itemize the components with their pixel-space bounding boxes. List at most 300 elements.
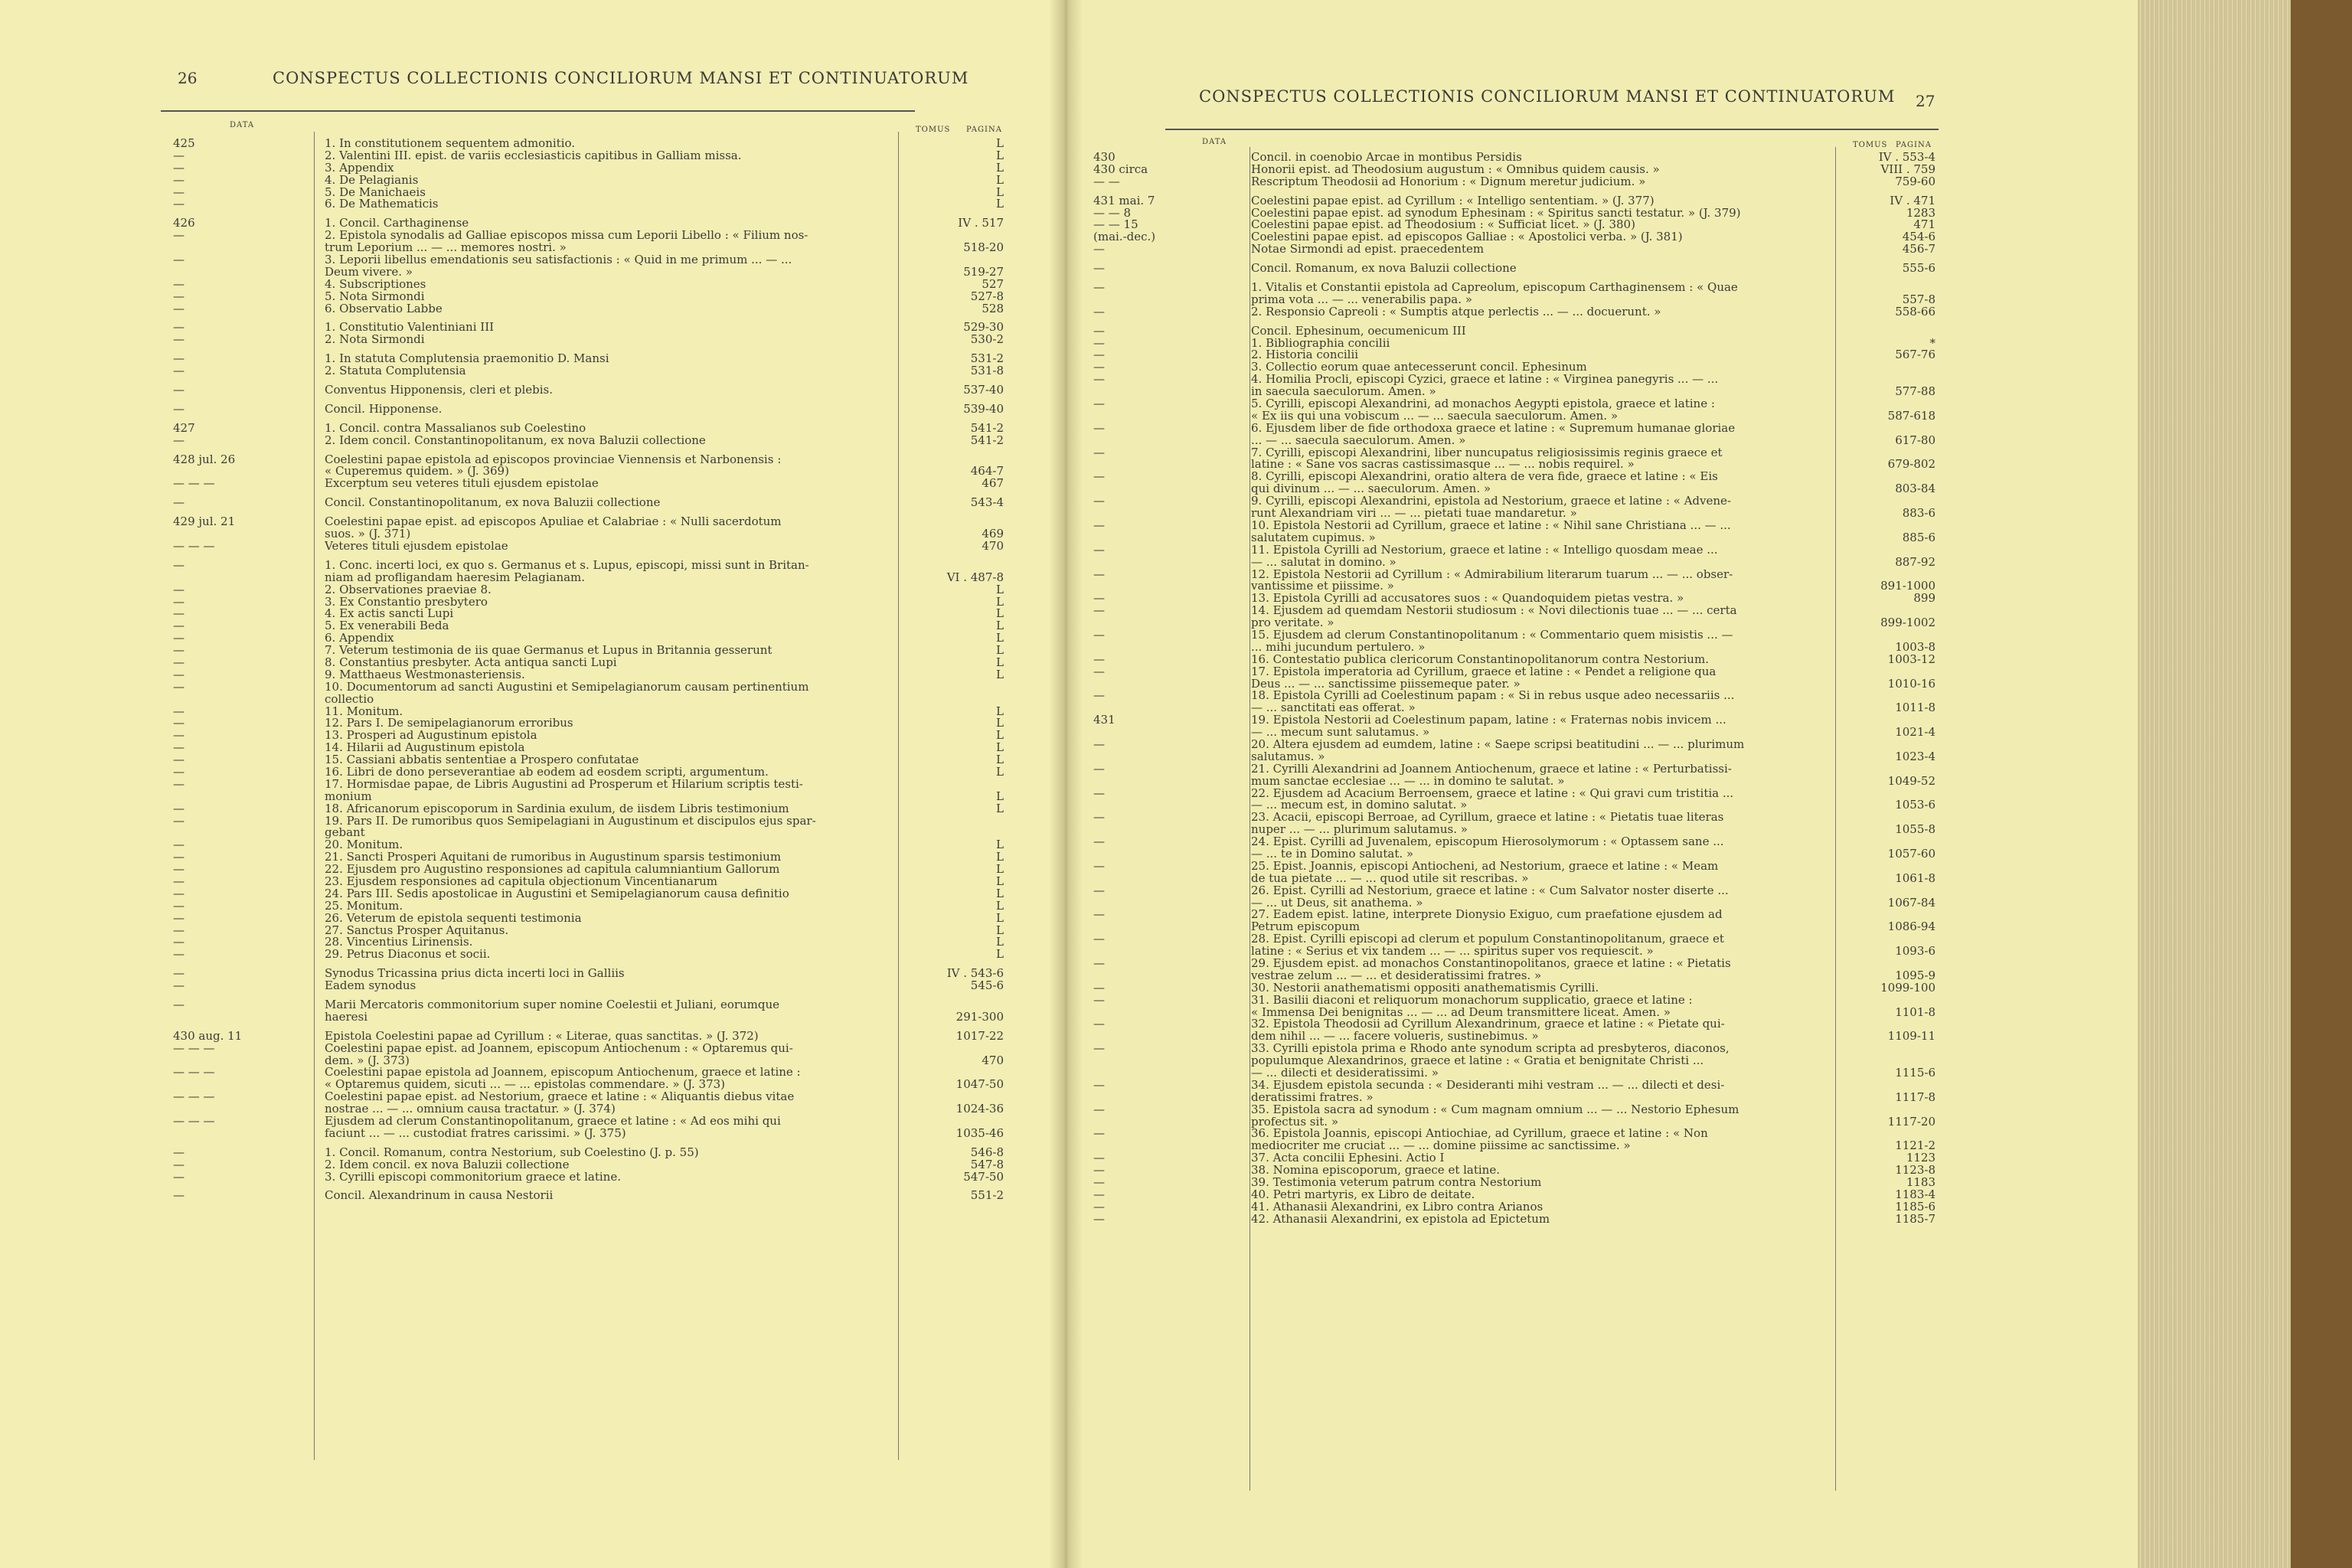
entry-tomus-pagina: 558-66 bbox=[1895, 305, 1936, 318]
row-gap bbox=[900, 211, 1004, 217]
entry-title: 2. Responsio Capreoli : « Sumptis atque perlectis ... — ... docuerunt. » bbox=[1251, 305, 1661, 318]
entry-title: 2. Idem concil. Constantinopolitanum, ex nova Baluzii collectione bbox=[325, 434, 706, 447]
entry-tomus-pagina bbox=[900, 560, 1004, 572]
entry-title: 6. Appendix bbox=[325, 632, 394, 645]
entry-title: 12. Epistola Nestorii ad Cyrillum : « Admirabilium literarum tuarum ... — ... obser- bbox=[1251, 568, 1733, 581]
entry-tomus-pagina: 557-8 bbox=[1902, 293, 1936, 306]
entry-tomus-pagina: L bbox=[996, 174, 1004, 187]
entries-column-left bbox=[325, 138, 895, 1202]
entry-tomus-pagina bbox=[1836, 788, 1936, 800]
entry-date: — bbox=[1093, 1103, 1105, 1116]
entry-date: — bbox=[173, 705, 185, 718]
entry-date: — bbox=[173, 900, 185, 913]
entry-date bbox=[1093, 897, 1246, 910]
entry-tomus-pagina: 546-8 bbox=[970, 1146, 1004, 1159]
entry-date: — bbox=[173, 162, 185, 175]
entry-date: — bbox=[1093, 263, 1105, 276]
entry-tomus-pagina bbox=[1836, 629, 1936, 642]
row-gap bbox=[1836, 275, 1936, 282]
row-gap bbox=[900, 315, 1004, 322]
entry-title: 1. Bibliographia concilii bbox=[1251, 337, 1390, 350]
entry-title: 30. Nestorii anathematismi oppositi anathematismis Cyrilli. bbox=[1251, 982, 1599, 995]
entry-tomus-pagina bbox=[1836, 471, 1936, 483]
entry-date bbox=[1093, 776, 1246, 788]
entry-title: 27. Sanctus Prosper Aquitanus. bbox=[325, 924, 509, 937]
entry-title: deratissimi fratres. » bbox=[1251, 1091, 1374, 1104]
entry-title: Coelestini papae epistola ad Joannem, episcopum Antiochenum, graece et latine : bbox=[325, 1067, 801, 1080]
entry-date: — — — bbox=[173, 478, 215, 491]
entry-date: — — — bbox=[173, 1067, 215, 1080]
entry-tomus-pagina: L bbox=[996, 149, 1004, 162]
entry-tomus-pagina bbox=[1836, 544, 1936, 557]
entry-tomus-pagina: 1017-22 bbox=[956, 1030, 1004, 1043]
row-gap bbox=[325, 1140, 895, 1147]
entry-date: 430 aug. 11 bbox=[173, 1030, 243, 1043]
row-gap bbox=[325, 397, 895, 403]
entry-tomus-pagina: 545-6 bbox=[970, 980, 1004, 992]
entry-date: — bbox=[1093, 1200, 1105, 1214]
entry-title: 12. Pars I. De semipelagianorum erroribus bbox=[325, 717, 573, 730]
entry-date bbox=[1093, 946, 1246, 958]
entry-title: salutatem cupimus. » bbox=[1251, 531, 1376, 544]
entry-date: — bbox=[173, 968, 185, 981]
entry-date: 428 jul. 26 bbox=[173, 453, 236, 466]
entry-date: 431 bbox=[1093, 714, 1116, 727]
entry-date: — bbox=[1093, 763, 1105, 776]
row-gap bbox=[173, 1183, 311, 1190]
entry-title: 15. Cassiani abbatis sententiae a Prospero confutatae bbox=[325, 754, 639, 766]
entry-title: 35. Epistola sacra ad synodum : « Cum magnam omnium ... — ... Nestorio Ephesum bbox=[1251, 1103, 1740, 1116]
entry-date: — — — bbox=[173, 1091, 215, 1104]
row-gap bbox=[173, 490, 311, 497]
entry-tomus-pagina bbox=[1836, 1018, 1936, 1031]
entry-date bbox=[1093, 799, 1246, 812]
entry-title: 11. Epistola Cyrilli ad Nestorium, graece et latine : « Intelligo quosdam meae ... bbox=[1251, 544, 1718, 557]
entry-tomus-pagina: L bbox=[996, 912, 1004, 925]
entry-date: — bbox=[173, 815, 185, 828]
entry-tomus-pagina: IV . 471 bbox=[1890, 194, 1936, 207]
entry-tomus-pagina: L bbox=[996, 887, 1004, 900]
entry-title: 4. Homilia Procli, episcopi Cyzici, graece et latine : « Virginea panegyris ... — ... bbox=[1251, 374, 1719, 387]
entry-title: Concil. Hipponense. bbox=[325, 403, 443, 416]
entry-title: Rescriptum Theodosii ad Honorium : « Dignum meretur judicium. » bbox=[1251, 175, 1646, 188]
entry-tomus-pagina: 1185-6 bbox=[1895, 1200, 1936, 1214]
entry-title: 4. De Pelagianis bbox=[325, 174, 419, 187]
entry-tomus-pagina: L bbox=[996, 839, 1004, 852]
entry-title: 34. Ejusdem epistola secunda : « Desideranti mihi vestram ... — ... dilecti et desi- bbox=[1251, 1079, 1725, 1092]
entry-tomus-pagina bbox=[1836, 933, 1936, 946]
entry-tomus-pagina bbox=[1836, 714, 1936, 727]
entry-tomus-pagina: 469 bbox=[982, 528, 1004, 541]
entry-title: 1. Concil. Romanum, contra Nestorium, sub Coelestino (J. p. 55) bbox=[325, 1146, 699, 1159]
entry-title: 40. Petri martyris, ex Libro de deitate. bbox=[1251, 1188, 1475, 1201]
entry-date bbox=[1093, 435, 1246, 447]
row-gap bbox=[325, 346, 895, 353]
entry-tomus-pagina: 471 bbox=[1913, 219, 1936, 232]
entry-title: « Optaremus quidem, sicuti ... — ... epistolas commendare. » (J. 373) bbox=[325, 1079, 726, 1092]
entry-tomus-pagina: 899 bbox=[1913, 593, 1936, 606]
entry-title: 5. Nota Sirmondi bbox=[325, 290, 425, 303]
entry-title: 8. Cyrilli, episcopi Alexandrini, oratio altera de vera fide, graece et latine : « Eis bbox=[1251, 471, 1718, 484]
row-gap bbox=[173, 509, 311, 516]
entry-date bbox=[1093, 532, 1246, 544]
entry-tomus-pagina: 1055-8 bbox=[1895, 824, 1936, 837]
entry-date: — bbox=[173, 384, 185, 397]
entry-tomus-pagina bbox=[900, 827, 1004, 839]
entry-title: mum sanctae ecclesiae ... — ... in domino te salutat. » bbox=[1251, 775, 1565, 788]
entry-date: — bbox=[1093, 1152, 1105, 1165]
tomus-column-header: TOMUS bbox=[916, 126, 951, 134]
entry-tomus-pagina: 464-7 bbox=[970, 466, 1004, 479]
entry-date bbox=[1093, 459, 1246, 471]
entry-tomus-pagina bbox=[900, 1116, 1004, 1128]
row-gap bbox=[173, 211, 311, 217]
entry-title: 16. Libri de dono perseverantiae ab eodem ad eosdem scripti, argumentum. bbox=[325, 766, 769, 779]
entry-tomus-pagina: 1067-84 bbox=[1887, 897, 1936, 910]
entry-tomus-pagina bbox=[1836, 1128, 1936, 1140]
row-gap bbox=[1251, 318, 1833, 325]
entry-title: 9. Cyrilli, episcopi Alexandrini, epistola ad Nestorium, graece et latine : « Advene- bbox=[1251, 495, 1731, 508]
entry-title: Deum vivere. » bbox=[325, 266, 413, 279]
entry-title: 1. Vitalis et Constantii epistola ad Capreolum, episcopum Carthaginensem : « Quae bbox=[1251, 282, 1738, 294]
entry-date: — bbox=[1093, 1018, 1105, 1031]
entry-tomus-pagina: 1023-4 bbox=[1895, 750, 1936, 763]
book-gutter bbox=[1049, 0, 1083, 1568]
entry-date: (mai.-dec.) bbox=[1093, 231, 1156, 244]
entry-title: 21. Sancti Prosperi Aquitani de rumoribus in Augustinum sparsis testimonium bbox=[325, 851, 782, 864]
row-gap bbox=[325, 447, 895, 454]
entry-date: — bbox=[173, 497, 185, 510]
entry-title: 17. Epistola imperatoria ad Cyrillum, graece et latine : « Pendet a religione qua bbox=[1251, 665, 1717, 678]
entry-date: — bbox=[173, 632, 185, 645]
entry-tomus-pagina bbox=[900, 1043, 1004, 1055]
entry-date: — bbox=[173, 875, 185, 888]
entry-title: 3. Collectio eorum quae antecesserunt concil. Ephesinum bbox=[1251, 361, 1587, 374]
entry-date: — bbox=[173, 924, 185, 937]
entry-tomus-pagina: 1117-8 bbox=[1895, 1091, 1936, 1104]
entry-tomus-pagina bbox=[1836, 423, 1936, 435]
pagina-column-header: PAGINA bbox=[966, 126, 1002, 134]
entry-tomus-pagina bbox=[1836, 569, 1936, 581]
entry-tomus-pagina: L bbox=[996, 754, 1004, 766]
entry-tomus-pagina: 456-7 bbox=[1902, 243, 1936, 256]
entry-tomus-pagina bbox=[1836, 495, 1936, 508]
entry-date: — bbox=[173, 149, 185, 162]
entry-tomus-pagina: 528 bbox=[982, 302, 1004, 315]
row-gap bbox=[900, 346, 1004, 353]
entry-date: — bbox=[1093, 836, 1105, 848]
right-page bbox=[1066, 0, 2138, 1568]
entry-tomus-pagina bbox=[1836, 605, 1936, 617]
entry-date bbox=[1093, 702, 1246, 714]
entry-date: — bbox=[173, 403, 185, 416]
entry-date: — bbox=[1093, 1213, 1105, 1226]
entry-tomus-pagina: 1183 bbox=[1906, 1177, 1936, 1189]
entry-tomus-pagina: 887-92 bbox=[1895, 556, 1936, 569]
entry-tomus-pagina: 1003-12 bbox=[1887, 653, 1936, 666]
entry-title: 13. Prosperi ad Augustinum epistola bbox=[325, 730, 537, 743]
entry-tomus-pagina: 1115-6 bbox=[1895, 1067, 1936, 1080]
entry-title: de tua pietate ... — ... quod utile sit rescribas. » bbox=[1251, 872, 1529, 885]
header-rule-left bbox=[161, 110, 915, 112]
entry-title: collectio bbox=[325, 693, 374, 706]
entry-title: 19. Pars II. De rumoribus quos Semipelagiani in Augustinum et discipulos ejus spar- bbox=[325, 815, 816, 828]
entry-date: — bbox=[1093, 1177, 1105, 1189]
entry-date: — bbox=[1093, 593, 1105, 606]
entry-tomus-pagina: 1061-8 bbox=[1895, 872, 1936, 885]
entry-title: 28. Vincentius Lirinensis. bbox=[325, 936, 473, 949]
entry-date bbox=[173, 827, 311, 839]
entry-date: — bbox=[173, 198, 185, 211]
entry-date: — bbox=[173, 174, 185, 187]
entry-tomus-pagina bbox=[1836, 958, 1936, 970]
entry-date: — bbox=[1093, 1079, 1105, 1092]
entry-title: profectus sit. » bbox=[1251, 1116, 1339, 1129]
entry-tomus-pagina: 1035-46 bbox=[956, 1127, 1004, 1140]
entry-tomus-pagina bbox=[900, 254, 1004, 266]
entry-date: — bbox=[1093, 605, 1105, 618]
entry-date: — — — bbox=[173, 1042, 215, 1055]
entry-title: Concil. Constantinopolitanum, ex nova Baluzii collectione bbox=[325, 497, 661, 510]
row-gap bbox=[173, 416, 311, 423]
entry-date: — bbox=[1093, 568, 1105, 581]
entry-tomus-pagina bbox=[1836, 861, 1936, 873]
entry-tomus-pagina bbox=[1836, 1043, 1936, 1055]
tomus-column-header-right: TOMUS bbox=[1853, 141, 1888, 149]
entry-date: — bbox=[1093, 349, 1105, 362]
entry-tomus-pagina: 617-80 bbox=[1895, 434, 1936, 447]
entry-date: — bbox=[173, 186, 185, 199]
entry-date bbox=[1093, 678, 1246, 691]
entry-tomus-pagina: L bbox=[996, 864, 1004, 876]
entry-tomus-pagina: 1049-52 bbox=[1887, 775, 1936, 788]
entry-date: — — 8 bbox=[1093, 207, 1132, 220]
entry-date: — bbox=[173, 434, 185, 447]
entry-title: latine : « Serius et vix tandem ... — ... spiritus super vos requiescit. » bbox=[1251, 946, 1654, 958]
entry-tomus-pagina bbox=[1836, 325, 1936, 338]
entry-title: vestrae zelum ... — ... et desideratissimi fratres. » bbox=[1251, 969, 1542, 982]
entry-tomus-pagina: 567-76 bbox=[1895, 349, 1936, 362]
entry-date: — bbox=[1093, 398, 1105, 410]
entry-tomus-pagina: 1003-8 bbox=[1895, 641, 1936, 654]
entry-title: pro veritate. » bbox=[1251, 617, 1334, 629]
entry-tomus-pagina: 454-6 bbox=[1902, 231, 1936, 244]
row-gap bbox=[173, 447, 311, 454]
entry-title: 20. Monitum. bbox=[325, 839, 403, 852]
row-gap bbox=[900, 490, 1004, 497]
entry-title: nostrae ... — ... omnium causa tractatur. » (J. 374) bbox=[325, 1103, 616, 1116]
data-column-header: DATA bbox=[230, 121, 255, 129]
entry-tomus-pagina: L bbox=[996, 875, 1004, 888]
entry-title: Honorii epist. ad Theodosium augustum : « Omnibus quidem causis. » bbox=[1251, 163, 1660, 176]
entry-date: — bbox=[1093, 1043, 1105, 1056]
entry-title: Coelestini papae epist. ad episcopos Galliae : « Apostolici verba. » (J. 381) bbox=[1251, 231, 1683, 244]
running-head-left: CONSPECTUS COLLECTIONIS CONCILIORUM MANSI ET CONTINUATORUM bbox=[273, 69, 969, 87]
entry-date bbox=[1093, 824, 1246, 836]
entry-tomus-pagina: L bbox=[996, 705, 1004, 718]
entry-tomus-pagina: L bbox=[996, 730, 1004, 743]
entry-tomus-pagina: 1109-11 bbox=[1887, 1031, 1936, 1044]
entry-date: — bbox=[1093, 1165, 1105, 1178]
entry-title: 23. Ejusdem responsiones ad capitula objectionum Vincentianarum bbox=[325, 875, 717, 888]
entry-title: Coelestini papae epist. ad Joannem, episcopum Antiochenum : « Optaremus qui- bbox=[325, 1042, 793, 1055]
entry-date bbox=[1093, 617, 1246, 629]
entry-date bbox=[1093, 970, 1246, 982]
entry-title: 4. Subscriptiones bbox=[325, 278, 426, 291]
entry-tomus-pagina bbox=[900, 681, 1004, 694]
date-column-right bbox=[1093, 152, 1246, 1226]
entry-tomus-pagina: L bbox=[996, 186, 1004, 199]
entry-tomus-pagina: 527-8 bbox=[970, 290, 1004, 303]
entry-tomus-pagina: 1047-50 bbox=[956, 1079, 1004, 1092]
entry-tomus-pagina: 551-2 bbox=[970, 1190, 1004, 1203]
entry-date: 425 bbox=[173, 138, 195, 150]
entry-tomus-pagina bbox=[900, 999, 1004, 1011]
entry-tomus-pagina bbox=[1836, 836, 1936, 848]
entry-title: 1. Concil. contra Massalianos sub Coelestino bbox=[325, 422, 586, 435]
entry-tomus-pagina: 1123 bbox=[1906, 1152, 1936, 1165]
entry-tomus-pagina bbox=[1836, 520, 1936, 532]
data-column-header-right: DATA bbox=[1202, 138, 1227, 146]
row-gap bbox=[900, 377, 1004, 384]
entry-title: monium bbox=[325, 790, 372, 803]
entry-date: 426 bbox=[173, 217, 195, 230]
entry-title: — ... ut Deus, sit anathema. » bbox=[1251, 897, 1423, 910]
entry-date: — bbox=[1093, 544, 1105, 557]
row-gap bbox=[1093, 188, 1246, 195]
entry-tomus-pagina: 1123-8 bbox=[1895, 1165, 1936, 1178]
row-gap bbox=[173, 397, 311, 403]
entry-title: 22. Ejusdem pro Augustino responsiones ad capitula calumniantium Gallorum bbox=[325, 864, 780, 876]
entry-title: Concil. in coenobio Arcae in montibus Persidis bbox=[1251, 152, 1522, 164]
row-gap bbox=[325, 377, 895, 384]
entry-title: ... — ... saecula saeculorum. Amen. » bbox=[1251, 434, 1466, 447]
entry-title: 5. Cyrilli, episcopi Alexandrini, ad monachos Aegypti epistola, graece et latine : bbox=[1251, 398, 1715, 410]
entry-tomus-pagina bbox=[1836, 666, 1936, 678]
row-gap bbox=[1251, 188, 1833, 195]
entry-title: 42. Athanasii Alexandrini, ex epistola ad Epictetum bbox=[1251, 1213, 1550, 1226]
entry-title: 2. Nota Sirmondi bbox=[325, 334, 425, 347]
entry-date: — bbox=[173, 681, 185, 694]
row-gap bbox=[325, 553, 895, 560]
entry-title: 20. Altera ejusdem ad eumdem, latine : « Saepe scripsi beatitudini ... — ... plurimum bbox=[1251, 738, 1745, 751]
entry-date: — bbox=[173, 754, 185, 766]
entry-tomus-pagina bbox=[900, 815, 1004, 828]
entry-tomus-pagina: L bbox=[996, 632, 1004, 645]
entry-tomus-pagina: L bbox=[996, 656, 1004, 669]
date-column-left bbox=[173, 138, 311, 1202]
entry-date: — bbox=[173, 559, 185, 572]
entry-date bbox=[173, 242, 311, 254]
entry-date: — bbox=[1093, 665, 1105, 678]
entry-date: — bbox=[1093, 337, 1105, 350]
entry-tomus-pagina bbox=[1836, 995, 1936, 1007]
entry-tomus-pagina bbox=[1836, 739, 1936, 751]
entry-title: mediocriter me cruciat ... — ... domine piissime ac sanctissime. » bbox=[1251, 1140, 1631, 1153]
entry-tomus-pagina: 679-802 bbox=[1887, 459, 1936, 472]
entry-tomus-pagina: 759-60 bbox=[1895, 175, 1936, 188]
entry-title: 21. Cyrilli Alexandrini ad Joannem Antiochenum, graece et latine : « Perturbatissi- bbox=[1251, 763, 1732, 776]
tomus-divider-left bbox=[898, 132, 899, 1460]
entry-title: dem. » (J. 373) bbox=[325, 1054, 410, 1067]
entry-title: 32. Epistola Theodosii ad Cyrillum Alexandrinum, graece et latine : « Pietate qui- bbox=[1251, 1018, 1725, 1031]
pagina-column-header-right: PAGINA bbox=[1896, 141, 1932, 149]
entry-date bbox=[173, 1128, 311, 1140]
row-gap bbox=[900, 447, 1004, 454]
entry-title: 2. Statuta Complutensia bbox=[325, 365, 466, 378]
entry-tomus-pagina: 543-4 bbox=[970, 497, 1004, 510]
entry-title: Coelestini papae epist. ad episcopos Apuliae et Calabriae : « Nulli sacerdotum bbox=[325, 516, 782, 529]
entry-date: — bbox=[173, 620, 185, 633]
entry-tomus-pagina: 1024-36 bbox=[956, 1103, 1004, 1116]
entry-tomus-pagina: 1183-4 bbox=[1895, 1188, 1936, 1201]
entry-date: — bbox=[1093, 690, 1105, 703]
entry-title: trum Leporium ... — ... memores nostri. » bbox=[325, 242, 567, 255]
entry-date: — bbox=[1093, 495, 1105, 508]
entry-title: 41. Athanasii Alexandrini, ex Libro contra Arianos bbox=[1251, 1200, 1544, 1214]
entry-tomus-pagina: 539-40 bbox=[963, 403, 1004, 416]
entry-tomus-pagina bbox=[1836, 447, 1936, 459]
row-gap bbox=[1836, 318, 1936, 325]
entry-date: — bbox=[1093, 629, 1105, 642]
row-gap bbox=[900, 992, 1004, 999]
row-gap bbox=[173, 553, 311, 560]
entry-date bbox=[1093, 751, 1246, 763]
entry-title: 1. Conc. incerti loci, ex quo s. Germanus et s. Lupus, episcopi, missi sunt in Britan- bbox=[325, 559, 809, 572]
entry-title: gebant bbox=[325, 827, 365, 840]
row-gap bbox=[900, 1024, 1004, 1031]
entry-date: — bbox=[173, 1171, 185, 1184]
left-page bbox=[0, 0, 1066, 1568]
row-gap bbox=[325, 1183, 895, 1190]
entry-title: 2. Epistola synodalis ad Galliae episcopos missa cum Leporii Libello : « Filium nos- bbox=[325, 230, 808, 243]
entry-tomus-pagina: 883-6 bbox=[1902, 508, 1936, 520]
entry-tomus-pagina bbox=[1836, 812, 1936, 824]
entry-date bbox=[173, 791, 311, 803]
entry-tomus-pagina: 555-6 bbox=[1902, 263, 1936, 276]
entry-title: 5. De Manichaeis bbox=[325, 186, 426, 199]
entry-date: — bbox=[173, 980, 185, 992]
entry-date: — bbox=[1093, 325, 1105, 338]
entry-date bbox=[173, 266, 311, 279]
entry-date bbox=[1093, 1092, 1246, 1104]
entry-tomus-pagina: 519-27 bbox=[963, 266, 1004, 279]
entry-date: — bbox=[1093, 958, 1105, 970]
entry-date bbox=[1093, 1067, 1246, 1080]
entry-title: Coelestini papae epist. ad Cyrillum : « Intelligo sententiam. » (J. 377) bbox=[1251, 194, 1655, 207]
row-gap bbox=[1836, 256, 1936, 263]
entry-title: faciunt ... — ... custodiat fratres carissimi. » (J. 375) bbox=[325, 1127, 626, 1140]
entry-date: — bbox=[173, 778, 185, 791]
entry-date bbox=[173, 572, 311, 584]
row-gap bbox=[325, 961, 895, 968]
entry-title: latine : « Sane vos sacras castissimasque ... — ... nobis requirel. » bbox=[1251, 459, 1635, 472]
entry-date: — bbox=[1093, 994, 1105, 1007]
entry-date: — bbox=[173, 302, 185, 315]
entry-title: 27. Eadem epist. latine, interprete Dionysio Exiguo, cum praefatione ejusdem ad bbox=[1251, 909, 1723, 922]
entry-date: — bbox=[1093, 1128, 1105, 1141]
page-number-right: 27 bbox=[1916, 92, 1936, 110]
entry-date: — — bbox=[1093, 175, 1120, 188]
entry-date: — bbox=[1093, 738, 1105, 751]
entry-date: — bbox=[173, 999, 185, 1011]
entry-date: — bbox=[1093, 653, 1105, 666]
entry-title: runt Alexandriam viri ... — ... pietati tuae mandaretur. » bbox=[1251, 508, 1577, 520]
entry-date: — bbox=[173, 730, 185, 743]
row-gap bbox=[900, 961, 1004, 968]
entry-title: qui divinum ... — ... saeculorum. Amen. » bbox=[1251, 483, 1491, 496]
entry-tomus-pagina: 891-1000 bbox=[1880, 580, 1936, 593]
